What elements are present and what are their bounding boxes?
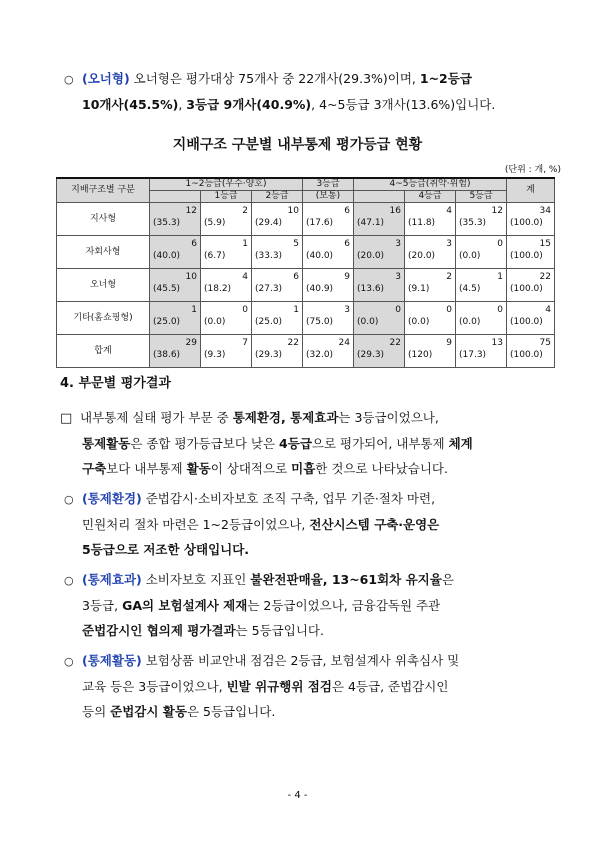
cell-percent: (18.2) (204, 284, 232, 294)
control-effect-paragraph: ○ (통제효과) 소비자보호 지표인 불완전판매율, 13~61회차 유지율은 3등급, GA의 보험설계사 제재는 2등급이었으나, 금융감독원 주관 준법감시인 협의제 평가결과는 5등급입니다. (64, 567, 554, 643)
cell-count: 3 (395, 272, 401, 282)
cell-percent: (4.5) (459, 284, 481, 294)
cell-percent: (100.0) (510, 251, 543, 261)
circle-bullet-icon: ○ (64, 493, 74, 506)
cell-count: 6 (344, 206, 350, 216)
row-label: 오너형 (57, 269, 150, 302)
cell-count: 10 (185, 272, 197, 282)
table-cell (201, 302, 252, 335)
cell-count: 12 (185, 206, 197, 216)
cell-percent: (20.0) (408, 251, 436, 261)
table-cell (252, 335, 303, 368)
header-grade-1: 1등급 (201, 191, 252, 203)
table-cell (303, 203, 354, 236)
cell-percent: (9.3) (204, 350, 226, 360)
table-cell (201, 335, 252, 368)
cell-percent: (35.3) (459, 218, 487, 228)
table-cell (150, 236, 201, 269)
cell-count: 10 (287, 206, 299, 216)
table-cell (354, 302, 405, 335)
square-bullet-icon: □ (60, 411, 73, 426)
cell-percent: (100.0) (510, 317, 543, 327)
table-cell (507, 269, 555, 302)
header-grade-1-2: 1~2등급(우수·양호) (150, 178, 303, 191)
table-cell (303, 335, 354, 368)
section-heading: 4. 부문별 평가결과 (60, 376, 171, 391)
page-number: - 4 - (287, 790, 308, 801)
table-cell (507, 236, 555, 269)
circle-bullet-icon: ○ (64, 655, 74, 668)
cell-count: 24 (338, 338, 350, 348)
cell-count: 7 (242, 338, 248, 348)
header-grade-4-5: 4~5등급(취약·위험) (354, 178, 507, 191)
cell-count: 0 (395, 305, 401, 315)
cell-percent: (29.3) (357, 350, 385, 360)
cell-percent: (5.9) (204, 218, 226, 228)
row-label: 합계 (57, 335, 150, 368)
cell-percent: (100.0) (510, 350, 543, 360)
cell-count: 1 (293, 305, 299, 315)
table-cell (150, 203, 201, 236)
cell-count: 9 (344, 272, 350, 282)
cell-percent: (75.0) (306, 317, 334, 327)
table-cell (456, 335, 507, 368)
cell-percent: (100.0) (510, 284, 543, 294)
cell-count: 34 (539, 206, 551, 216)
cell-percent: (45.5) (153, 284, 181, 294)
cell-count: 15 (539, 239, 551, 249)
cell-count: 2 (242, 206, 248, 216)
cell-percent: (17.3) (459, 350, 487, 360)
row-label: 지사형 (57, 203, 150, 236)
table-row (57, 269, 555, 302)
ownership-paragraph: ○ (오너형) 오너형은 평가대상 75개사 중 22개사(29.3%)이며, 1~2등급 10개사(45.5%), 3등급 9개사(40.9%), 4~5등급 3개사(13.6%)입니다. (64, 66, 554, 117)
cell-count: 6 (191, 239, 197, 249)
cell-percent: (38.6) (153, 350, 181, 360)
cell-count: 0 (497, 239, 503, 249)
cell-count: 6 (344, 239, 350, 249)
table-cell (150, 302, 201, 335)
cell-count: 1 (191, 305, 197, 315)
cell-percent: (17.6) (306, 218, 334, 228)
control-environment-paragraph: ○ (통제환경) 준법감시·소비자보호 조직 구축, 업무 기준·절차 마련, 민원처리 절차 마련은 1~2등급이었으나, 전산시스템 구축·운영은 5등급으로 저조한 상태입니다. (64, 486, 554, 562)
cell-count: 2 (446, 272, 452, 282)
cell-percent: (0.0) (459, 251, 481, 261)
table-cell (507, 302, 555, 335)
cell-percent: (0.0) (357, 317, 379, 327)
table-cell (456, 203, 507, 236)
table-cell (354, 203, 405, 236)
cell-percent: (11.8) (408, 218, 436, 228)
table-cell (150, 269, 201, 302)
table-cell (252, 302, 303, 335)
table-cell (303, 236, 354, 269)
table-cell (507, 335, 555, 368)
cell-percent: (35.3) (153, 218, 181, 228)
header-grade-3: 3등급 (303, 178, 354, 191)
table-cell (303, 302, 354, 335)
cell-percent: (40.0) (306, 251, 334, 261)
cell-count: 3 (446, 239, 452, 249)
table-row (57, 335, 555, 368)
main-paragraph: □ 내부통제 실태 평가 부문 중 통제환경, 통제효과는 3등급이었으나, 통제활동은 종합 평가등급보다 낮은 4등급으로 평가되어, 내부통제 체계 구축보다 내부통제 활동이 상대적으로 미흡한 것으로 나타났습니다. (60, 405, 560, 481)
cell-percent: (33.3) (255, 251, 283, 261)
table-cell (252, 269, 303, 302)
cell-count: 22 (539, 272, 551, 282)
header-category: 지배구조별 구분 (57, 178, 150, 203)
cell-percent: (47.1) (357, 218, 385, 228)
cell-percent: (100.0) (510, 218, 543, 228)
table-cell (405, 203, 456, 236)
cell-percent: (0.0) (204, 317, 226, 327)
cell-count: 9 (446, 338, 452, 348)
control-activity-paragraph: ○ (통제활동) 보험상품 비교안내 점검은 2등급, 보험설계사 위촉심사 및 교육 등은 3등급이었으나, 빈발 위규행위 점검은 4등급, 준법감시인 등의 준법감시 활동은 5등급입니다. (64, 648, 554, 724)
header-total: 계 (507, 178, 555, 203)
cell-percent: (40.0) (153, 251, 181, 261)
cell-count: 3 (344, 305, 350, 315)
row-label: 기타(홈쇼핑형) (57, 302, 150, 335)
cell-count: 29 (185, 338, 197, 348)
header-grade-2: 2등급 (252, 191, 303, 203)
table-cell (354, 335, 405, 368)
table-title: 지배구조 구분별 내부통제 평가등급 현황 (172, 137, 423, 153)
cell-count: 16 (389, 206, 401, 216)
cell-percent: (29.4) (255, 218, 283, 228)
table-cell (201, 236, 252, 269)
cell-count: 6 (293, 272, 299, 282)
table-cell (507, 203, 555, 236)
cell-count: 1 (242, 239, 248, 249)
table-row (57, 236, 555, 269)
cell-percent: (20.0) (357, 251, 385, 261)
cell-percent: (6.7) (204, 251, 226, 261)
row-label: 자회사형 (57, 236, 150, 269)
header-grade-3-sub: (보통) (303, 191, 354, 203)
cell-percent: (29.3) (255, 350, 283, 360)
cell-percent: (0.0) (408, 317, 430, 327)
header-grade-4: 4등급 (405, 191, 456, 203)
table-cell (405, 335, 456, 368)
header-grade-5: 5등급 (456, 191, 507, 203)
table-cell (405, 269, 456, 302)
cell-count: 12 (491, 206, 503, 216)
cell-count: 4 (242, 272, 248, 282)
grade-table (56, 177, 555, 368)
cell-count: 13 (491, 338, 503, 348)
cell-count: 0 (497, 305, 503, 315)
cell-count: 75 (539, 338, 551, 348)
table-unit: (단위 : 개, %) (504, 165, 561, 175)
cell-percent: (13.6) (357, 284, 385, 294)
cell-count: 4 (446, 206, 452, 216)
table-cell (252, 236, 303, 269)
table-cell (456, 269, 507, 302)
circle-bullet-icon: ○ (64, 574, 74, 587)
table-row (57, 302, 555, 335)
cell-percent: (9.1) (408, 284, 430, 294)
table-cell (456, 236, 507, 269)
table-cell (354, 236, 405, 269)
table-cell (201, 203, 252, 236)
cell-count: 22 (389, 338, 401, 348)
cell-percent: (25.0) (153, 317, 181, 327)
circle-bullet-icon: ○ (64, 73, 74, 86)
cell-count: 0 (242, 305, 248, 315)
cell-percent: (32.0) (306, 350, 334, 360)
cell-percent: (25.0) (255, 317, 283, 327)
table-cell (252, 203, 303, 236)
cell-count: 5 (293, 239, 299, 249)
cell-percent: (0.0) (459, 317, 481, 327)
cell-percent: (40.9) (306, 284, 334, 294)
cell-percent: (27.3) (255, 284, 283, 294)
cell-count: 22 (287, 338, 299, 348)
table-cell (405, 302, 456, 335)
cell-count: 3 (395, 239, 401, 249)
table-cell (456, 302, 507, 335)
table-cell (201, 269, 252, 302)
cell-count: 4 (545, 305, 551, 315)
table-cell (405, 236, 456, 269)
table-cell (150, 335, 201, 368)
cell-percent: (120) (408, 350, 433, 360)
table-cell (303, 269, 354, 302)
table-row (57, 203, 555, 236)
table-cell (354, 269, 405, 302)
cell-count: 1 (497, 272, 503, 282)
cell-count: 0 (446, 305, 452, 315)
